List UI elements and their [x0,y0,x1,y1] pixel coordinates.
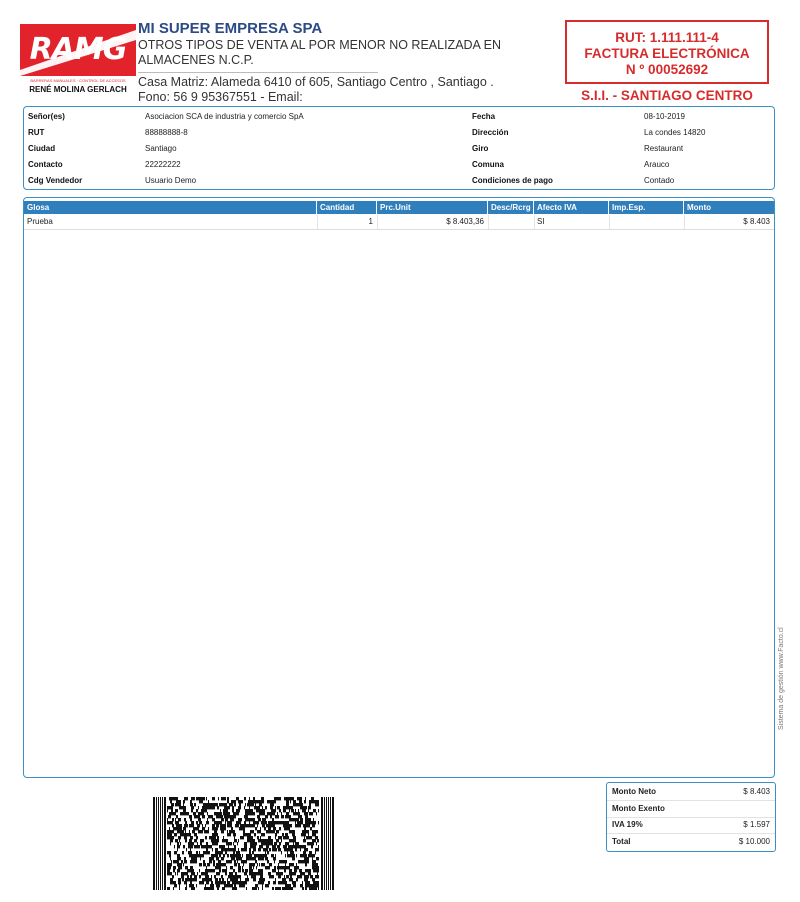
client-value: La condes 14820 [644,128,706,137]
col-header-glosa: Glosa [24,201,317,214]
client-row [24,173,774,189]
timbre-barcode [153,797,334,890]
totals-value: $ 8.403 [743,787,770,796]
totals-row [607,784,775,801]
client-label: Ciudad [28,144,56,153]
cell-cantidad: 1 [368,217,373,226]
client-label: Contacto [28,160,63,169]
client-row [24,109,774,125]
totals-label: IVA 19% [612,820,643,829]
column-divider [534,215,535,229]
cell-monto: $ 8.403 [743,217,770,226]
totals-label: Monto Neto [612,787,656,796]
client-info-box [23,106,775,190]
column-divider [609,215,610,229]
company-divider [138,72,378,73]
column-divider [317,215,318,229]
client-label: Cdg Vendedor [28,176,83,185]
client-value: Contado [644,176,675,185]
table-row [24,215,774,230]
client-value: 08-10-2019 [644,112,685,121]
client-value: Usuario Demo [145,176,197,185]
client-label: Giro [472,144,489,153]
col-header-desc: Desc/Rcrg [488,201,534,214]
totals-value: $ 10.000 [738,837,770,846]
totals-row [607,834,775,850]
client-row [24,125,774,141]
client-label: Señor(es) [28,112,65,121]
cell-imp [609,215,684,229]
client-value: Santiago [145,144,177,153]
document-type: FACTURA ELECTRÓNICA [584,46,750,61]
client-value: 88888888-8 [145,128,188,137]
client-value: Restaurant [644,144,684,153]
col-header-imp: Imp.Esp. [609,201,684,214]
totals-label: Monto Exento [612,804,665,813]
document-number: N º 00052692 [625,62,709,77]
logo-owner: RENÉ MOLINA GERLACH [29,85,127,94]
client-label: RUT [28,128,45,137]
cell-desc [488,215,534,229]
company-address: Casa Matriz: Alameda 6410 of 605, Santiago Centro , Santiago . Fono: 56 9 95367551 - Email: [138,75,494,104]
totals-value: $ 1.597 [743,820,770,829]
column-divider [684,215,685,229]
client-label: Comuna [472,160,504,169]
column-divider [488,215,489,229]
system-note: Sistema de gestión www.Facto.cl [778,627,785,730]
client-row [24,157,774,173]
client-label: Fecha [472,112,496,121]
client-value: Asociacion SCA de industria y comercio SpA [145,112,304,121]
col-header-precio: Prc.Unit [377,201,488,214]
col-header-afecto: Afecto IVA [534,201,609,214]
client-value: 22222222 [145,160,181,169]
column-divider [377,215,378,229]
logo-text: RAMG [29,32,127,67]
detail-table [23,197,775,778]
logo-badge [20,24,136,76]
totals-box [606,782,776,852]
sii-office: S.I.I. - SANTIAGO CENTRO [581,88,753,103]
company-giro: OTROS TIPOS DE VENTA AL POR MENOR NO REALIZADA EN ALMACENES N.C.P. [138,38,502,67]
cell-glosa: Prueba [27,217,53,226]
document-rut-box [565,20,769,84]
client-label: Condiciones de pago [472,176,553,185]
cell-afecto: SI [537,217,545,226]
client-value: Arauco [644,160,670,169]
company-name: MI SUPER EMPRESA SPA [138,20,323,37]
logo-tagline: BARRERAS MANUALES · CONTROL DE ACCESOS [30,78,126,83]
totals-row [607,817,775,834]
totals-row [607,801,775,818]
document-rut: RUT: 1.111.111-4 [615,30,719,45]
cell-precio: $ 8.403,36 [446,217,484,226]
col-header-cantidad: Cantidad [317,201,377,214]
col-header-monto: Monto [684,201,774,214]
totals-label: Total [612,837,631,846]
client-label: Dirección [472,128,509,137]
detail-header-row [24,201,774,214]
client-row [24,141,774,157]
company-logo [20,24,136,98]
company-info [138,20,548,105]
